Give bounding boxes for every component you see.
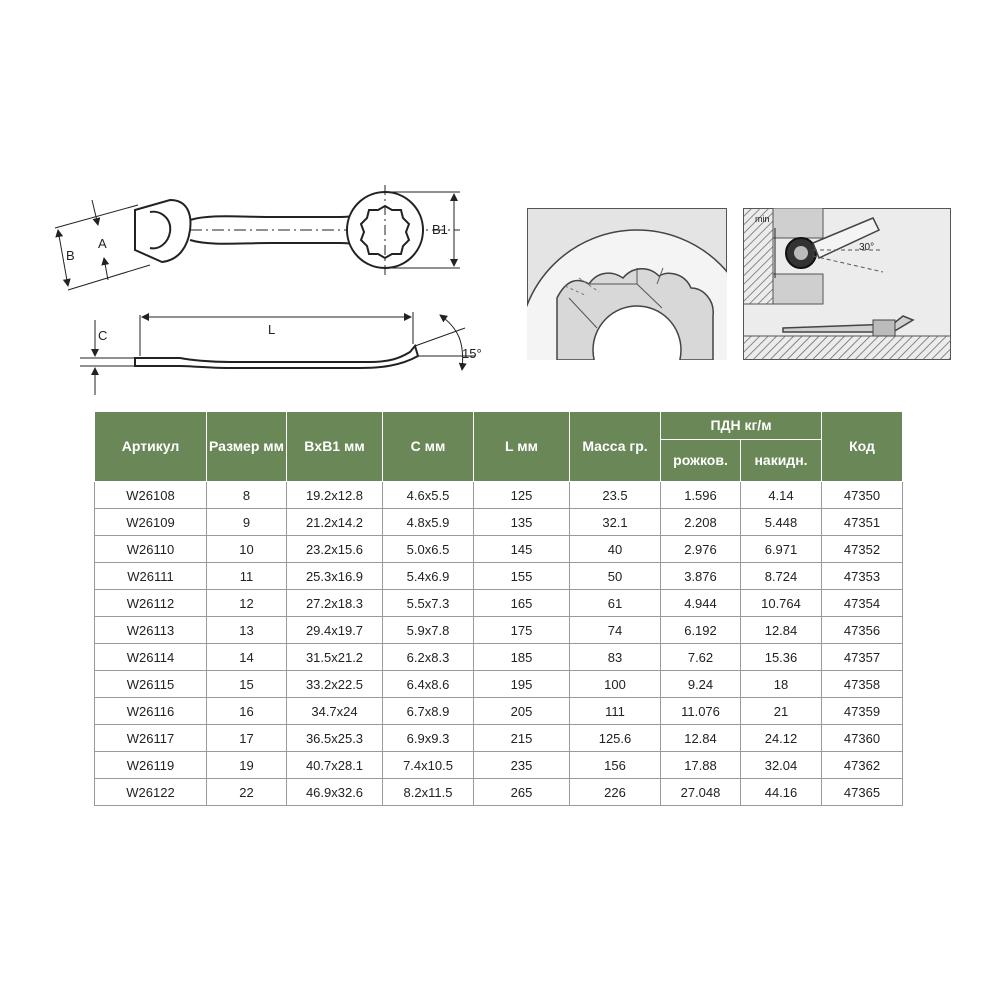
cell-pdn-ring: 6.971 (741, 536, 822, 563)
cell-l: 145 (474, 536, 570, 563)
cell-pdn-open: 3.876 (661, 563, 741, 590)
table-row (95, 779, 903, 806)
cell-pdn-ring: 21 (741, 698, 822, 725)
cell-size: 19 (207, 752, 287, 779)
table-row (95, 509, 903, 536)
cell-article: W26115 (95, 671, 207, 698)
cell-pdn-open: 17.88 (661, 752, 741, 779)
cell-code: 47358 (822, 671, 903, 698)
cell-l: 215 (474, 725, 570, 752)
table-row (95, 752, 903, 779)
cell-bxb1: 23.2x15.6 (287, 536, 383, 563)
cell-mass: 32.1 (570, 509, 661, 536)
cell-pdn-open: 9.24 (661, 671, 741, 698)
cell-size: 17 (207, 725, 287, 752)
dim-b1-label: B1 (432, 222, 448, 237)
cell-code: 47365 (822, 779, 903, 806)
cell-pdn-ring: 32.04 (741, 752, 822, 779)
cell-size: 14 (207, 644, 287, 671)
table-row (95, 725, 903, 752)
side-profile-outline (135, 346, 418, 368)
cell-pdn-ring: 10.764 (741, 590, 822, 617)
wrench-side-view (80, 300, 500, 400)
header-bxb1: BxB1 мм (287, 412, 383, 482)
cell-c: 5.4x6.9 (383, 563, 474, 590)
header-l: L мм (474, 412, 570, 482)
cell-c: 7.4x10.5 (383, 752, 474, 779)
cell-c: 8.2x11.5 (383, 779, 474, 806)
cell-bxb1: 46.9x32.6 (287, 779, 383, 806)
cell-l: 135 (474, 509, 570, 536)
cell-pdn-open: 11.076 (661, 698, 741, 725)
cell-l: 125 (474, 482, 570, 509)
cell-mass: 23.5 (570, 482, 661, 509)
cell-article: W26111 (95, 563, 207, 590)
cell-bxb1: 34.7x24 (287, 698, 383, 725)
cell-pdn-ring: 12.84 (741, 617, 822, 644)
cell-article: W26110 (95, 536, 207, 563)
cell-size: 22 (207, 779, 287, 806)
cell-pdn-open: 1.596 (661, 482, 741, 509)
wrench-top-view (40, 170, 480, 300)
cell-mass: 111 (570, 698, 661, 725)
cell-l: 265 (474, 779, 570, 806)
open-jaw-outline (135, 200, 190, 262)
cell-article: W26122 (95, 779, 207, 806)
cell-c: 4.6x5.5 (383, 482, 474, 509)
cell-mass: 125.6 (570, 725, 661, 752)
dim-angle-label: 15° (462, 346, 482, 361)
table-row (95, 563, 903, 590)
cell-bxb1: 40.7x28.1 (287, 752, 383, 779)
header-mass: Масса гр. (570, 412, 661, 482)
cell-l: 155 (474, 563, 570, 590)
dim-l-label: L (268, 322, 276, 337)
cell-c: 6.7x8.9 (383, 698, 474, 725)
cell-pdn-open: 6.192 (661, 617, 741, 644)
header-pdn: ПДН кг/м (661, 412, 822, 440)
table-row (95, 590, 903, 617)
header-code: Код (822, 412, 903, 482)
cell-c: 6.9x9.3 (383, 725, 474, 752)
header-c: С мм (383, 412, 474, 482)
cell-pdn-ring: 15.36 (741, 644, 822, 671)
cell-pdn-open: 2.208 (661, 509, 741, 536)
cell-c: 6.4x8.6 (383, 671, 474, 698)
cell-size: 11 (207, 563, 287, 590)
detail-min-label: min (755, 214, 770, 224)
cell-size: 13 (207, 617, 287, 644)
cell-mass: 50 (570, 563, 661, 590)
header-size: Размер мм (207, 412, 287, 482)
cell-bxb1: 36.5x25.3 (287, 725, 383, 752)
cell-bxb1: 29.4x19.7 (287, 617, 383, 644)
cell-size: 12 (207, 590, 287, 617)
cell-mass: 83 (570, 644, 661, 671)
cell-mass: 74 (570, 617, 661, 644)
cell-code: 47354 (822, 590, 903, 617)
cell-code: 47351 (822, 509, 903, 536)
table-row (95, 536, 903, 563)
dim-c-label: C (98, 328, 108, 343)
cell-code: 47357 (822, 644, 903, 671)
table-row (95, 644, 903, 671)
cell-bxb1: 27.2x18.3 (287, 590, 383, 617)
header-pdn-open: рожков. (661, 440, 741, 482)
cell-code: 47360 (822, 725, 903, 752)
cell-l: 175 (474, 617, 570, 644)
cell-pdn-ring: 8.724 (741, 563, 822, 590)
cell-bxb1: 19.2x12.8 (287, 482, 383, 509)
cell-mass: 100 (570, 671, 661, 698)
cell-article: W26109 (95, 509, 207, 536)
cell-code: 47350 (822, 482, 903, 509)
cell-mass: 156 (570, 752, 661, 779)
cell-article: W26116 (95, 698, 207, 725)
cell-pdn-open: 27.048 (661, 779, 741, 806)
cell-code: 47362 (822, 752, 903, 779)
cell-article: W26113 (95, 617, 207, 644)
cell-code: 47353 (822, 563, 903, 590)
cell-bxb1: 33.2x22.5 (287, 671, 383, 698)
table-row (95, 617, 903, 644)
cell-article: W26108 (95, 482, 207, 509)
cell-pdn-ring: 5.448 (741, 509, 822, 536)
cell-c: 4.8x5.9 (383, 509, 474, 536)
cell-pdn-ring: 44.16 (741, 779, 822, 806)
cell-article: W26112 (95, 590, 207, 617)
cell-pdn-open: 4.944 (661, 590, 741, 617)
header-pdn-ring: накидн. (741, 440, 822, 482)
cell-c: 5.9x7.8 (383, 617, 474, 644)
clearance-section-view (743, 208, 951, 360)
cell-l: 205 (474, 698, 570, 725)
cell-l: 165 (474, 590, 570, 617)
spec-table (94, 411, 903, 806)
cell-bxb1: 25.3x16.9 (287, 563, 383, 590)
cell-article: W26117 (95, 725, 207, 752)
cell-size: 10 (207, 536, 287, 563)
cell-size: 15 (207, 671, 287, 698)
cell-code: 47352 (822, 536, 903, 563)
cell-c: 5.5x7.3 (383, 590, 474, 617)
table-row (95, 698, 903, 725)
cell-pdn-open: 2.976 (661, 536, 741, 563)
cell-pdn-open: 7.62 (661, 644, 741, 671)
dim-a-label: A (98, 236, 107, 251)
cell-code: 47359 (822, 698, 903, 725)
dim-b-label: B (66, 248, 75, 263)
detail-angle-label: 30° (859, 242, 875, 253)
cell-pdn-ring: 24.12 (741, 725, 822, 752)
cell-pdn-ring: 18 (741, 671, 822, 698)
table-row (95, 671, 903, 698)
cell-code: 47356 (822, 617, 903, 644)
cell-size: 16 (207, 698, 287, 725)
table-row (95, 482, 903, 509)
cell-article: W26114 (95, 644, 207, 671)
cell-l: 195 (474, 671, 570, 698)
cell-c: 5.0x6.5 (383, 536, 474, 563)
cell-mass: 61 (570, 590, 661, 617)
cell-pdn-ring: 4.14 (741, 482, 822, 509)
cell-article: W26119 (95, 752, 207, 779)
cell-size: 8 (207, 482, 287, 509)
cell-mass: 226 (570, 779, 661, 806)
cell-bxb1: 31.5x21.2 (287, 644, 383, 671)
cell-c: 6.2x8.3 (383, 644, 474, 671)
cell-l: 185 (474, 644, 570, 671)
cell-mass: 40 (570, 536, 661, 563)
cell-pdn-open: 12.84 (661, 725, 741, 752)
cell-size: 9 (207, 509, 287, 536)
cell-bxb1: 21.2x14.2 (287, 509, 383, 536)
cell-l: 235 (474, 752, 570, 779)
ring-head-detail-view (527, 208, 727, 360)
header-article: Артикул (95, 412, 207, 482)
